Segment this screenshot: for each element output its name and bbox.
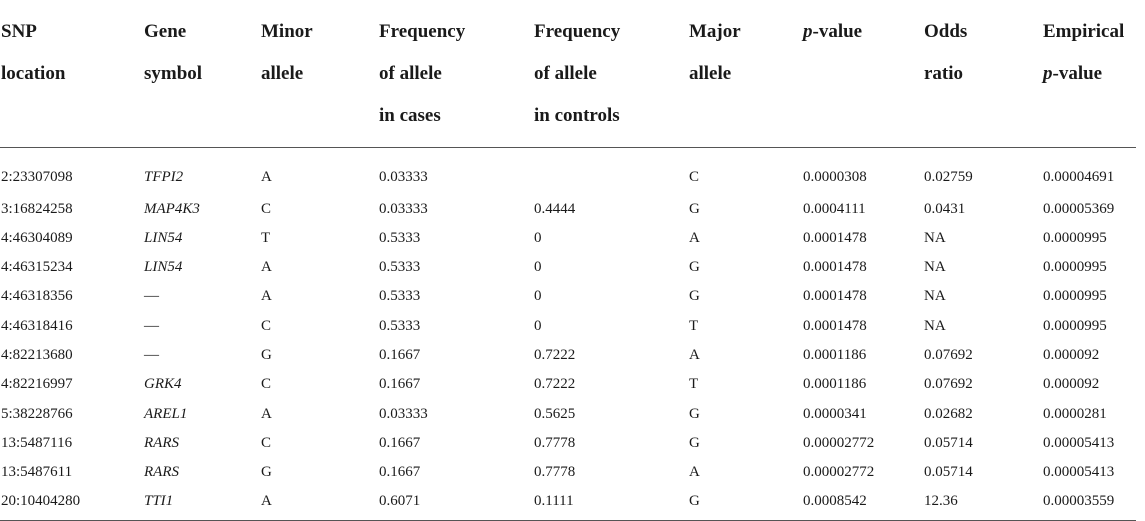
table-row — [0, 254, 1136, 283]
cell-p-value: 0.0001478 — [803, 317, 867, 334]
cell-p-value: 0.0001478 — [803, 259, 867, 276]
cell-major-allele: G — [689, 200, 700, 217]
cell-empirical-p-value: 0.00005413 — [1043, 434, 1115, 451]
cell-snp-location: 20:10404280 — [0, 488, 143, 520]
cell-odds-ratio: NA — [924, 229, 946, 246]
cell-empirical-p-value: 0.00004691 — [1043, 169, 1115, 185]
table-row — [0, 430, 1136, 459]
cell-gene-symbol: — — [144, 346, 159, 363]
header-odds-ratio: Odds ratio — [923, 0, 1042, 148]
cell-minor-allele: A — [261, 259, 272, 276]
cell-frequency-controls: 0 — [534, 288, 542, 305]
cell-empirical-p-value: 0.00003559 — [1042, 488, 1136, 520]
cell-snp-location: 4:46304089 — [1, 229, 73, 246]
cell-empirical-p-value: 0.000092 — [1043, 346, 1100, 363]
cell-major-allele: T — [689, 317, 699, 334]
cell-gene-symbol: RARS — [144, 464, 179, 481]
cell-snp-location: 4:82216997 — [1, 376, 73, 393]
header-snp-location: SNP location — [0, 0, 143, 148]
table-row — [0, 488, 1136, 520]
cell-minor-allele: T — [261, 229, 271, 246]
cell-empirical-p-value: 0.00005413 — [1043, 464, 1115, 481]
cell-frequency-controls: 0 — [534, 259, 542, 276]
cell-frequency-controls: 0 — [534, 229, 542, 246]
cell-gene-symbol: AREL1 — [144, 405, 188, 422]
cell-snp-location: 4:46315234 — [1, 259, 73, 276]
cell-gene-symbol: TTI1 — [143, 488, 260, 520]
cell-p-value: 0.0001186 — [803, 376, 867, 393]
cell-snp-location: 13:5487611 — [1, 464, 73, 481]
cell-empirical-p-value: 0.0000995 — [1043, 259, 1107, 276]
cell-minor-allele: G — [261, 464, 272, 481]
cell-p-value: 0.0004111 — [803, 200, 866, 217]
cell-frequency-cases: 0.6071 — [378, 488, 533, 520]
cell-p-value: 0.0000341 — [803, 405, 867, 422]
cell-gene-symbol: LIN54 — [144, 259, 183, 276]
table-row — [0, 225, 1136, 254]
cell-odds-ratio: 0.07692 — [924, 376, 973, 393]
cell-gene-symbol: TFPI2 — [144, 169, 184, 185]
cell-snp-location: 3:16824258 — [1, 200, 73, 217]
cell-frequency-cases: 0.5333 — [379, 317, 421, 334]
table-row — [0, 283, 1136, 312]
cell-frequency-controls: 0.7778 — [534, 434, 576, 451]
table-row — [0, 148, 1136, 196]
cell-minor-allele: C — [261, 200, 272, 217]
cell-p-value: 0.0001478 — [803, 288, 867, 305]
table-row — [0, 342, 1136, 371]
cell-empirical-p-value: 0.0000995 — [1043, 317, 1107, 334]
cell-odds-ratio: 0.05714 — [924, 464, 973, 481]
cell-frequency-controls: 0.7222 — [534, 376, 576, 393]
cell-empirical-p-value: 0.0000995 — [1043, 288, 1107, 305]
cell-frequency-controls — [533, 148, 688, 196]
cell-frequency-cases: 0.03333 — [379, 169, 428, 185]
cell-odds-ratio: NA — [924, 259, 946, 276]
cell-empirical-p-value: 0.00005369 — [1043, 200, 1115, 217]
cell-frequency-cases: 0.5333 — [379, 259, 421, 276]
cell-p-value: 0.0000308 — [803, 169, 867, 185]
cell-frequency-controls: 0.7778 — [534, 464, 576, 481]
cell-gene-symbol: MAP4K3 — [144, 200, 200, 217]
cell-major-allele: G — [689, 434, 700, 451]
header-minor-allele: Minor allele — [260, 0, 378, 148]
cell-minor-allele: A — [261, 288, 272, 305]
cell-minor-allele: A — [261, 169, 272, 185]
cell-major-allele: G — [689, 405, 700, 422]
cell-major-allele: A — [689, 346, 700, 363]
cell-snp-location: 4:82213680 — [1, 346, 73, 363]
cell-odds-ratio: 12.36 — [923, 488, 1042, 520]
cell-major-allele: A — [689, 229, 700, 246]
cell-snp-location: 5:38228766 — [1, 405, 73, 422]
cell-p-value: 0.00002772 — [803, 434, 875, 451]
cell-odds-ratio: NA — [924, 317, 946, 334]
cell-frequency-cases: 0.5333 — [379, 229, 421, 246]
cell-odds-ratio: 0.05714 — [924, 434, 973, 451]
cell-snp-location: 13:5487116 — [1, 434, 73, 451]
cell-gene-symbol: — — [144, 288, 159, 305]
header-row — [0, 0, 1136, 148]
header-gene-symbol: Gene symbol — [143, 0, 260, 148]
header-empirical-p-value: Empirical p-value — [1042, 0, 1136, 148]
cell-frequency-controls: 0.4444 — [534, 200, 576, 217]
cell-major-allele: G — [689, 259, 700, 276]
cell-odds-ratio: 0.02682 — [924, 405, 973, 422]
cell-minor-allele: G — [261, 346, 272, 363]
cell-frequency-cases: 0.1667 — [379, 464, 421, 481]
cell-frequency-controls: 0 — [534, 317, 542, 334]
cell-frequency-controls: 0.5625 — [534, 405, 576, 422]
cell-minor-allele: C — [261, 376, 272, 393]
table-row — [0, 371, 1136, 400]
cell-minor-allele: C — [261, 317, 272, 334]
cell-frequency-cases: 0.5333 — [379, 288, 421, 305]
cell-snp-location: 4:46318356 — [1, 288, 73, 305]
cell-major-allele: G — [688, 488, 802, 520]
header-major-allele: Major allele — [688, 0, 802, 148]
header-p-value: p-value — [802, 0, 923, 148]
table-body — [0, 148, 1136, 521]
header-frequency-cases: Frequency of allele in cases — [378, 0, 533, 148]
cell-empirical-p-value: 0.000092 — [1043, 376, 1100, 393]
cell-snp-location: 4:46318416 — [1, 317, 73, 334]
cell-gene-symbol: — — [144, 317, 159, 334]
cell-frequency-cases: 0.1667 — [379, 434, 421, 451]
cell-major-allele: A — [689, 464, 700, 481]
table-row — [0, 313, 1136, 342]
cell-p-value: 0.00002772 — [803, 464, 875, 481]
cell-gene-symbol: LIN54 — [144, 229, 183, 246]
cell-p-value: 0.0001186 — [803, 346, 867, 363]
cell-major-allele: C — [689, 169, 700, 185]
cell-major-allele: G — [689, 288, 700, 305]
cell-frequency-cases: 0.1667 — [379, 346, 421, 363]
cell-empirical-p-value: 0.0000995 — [1043, 229, 1107, 246]
cell-odds-ratio: NA — [924, 288, 946, 305]
cell-major-allele: T — [689, 376, 699, 393]
cell-frequency-controls: 0.1111 — [533, 488, 688, 520]
table-row — [0, 459, 1136, 488]
cell-empirical-p-value: 0.0000281 — [1043, 405, 1107, 422]
cell-frequency-cases: 0.1667 — [379, 376, 421, 393]
cell-p-value: 0.0001478 — [803, 229, 867, 246]
cell-gene-symbol: RARS — [144, 434, 179, 451]
cell-frequency-cases: 0.03333 — [379, 405, 428, 422]
table-row — [0, 401, 1136, 430]
cell-minor-allele: A — [261, 405, 272, 422]
table-row — [0, 196, 1136, 225]
cell-minor-allele: C — [261, 434, 272, 451]
cell-odds-ratio: 0.07692 — [924, 346, 973, 363]
header-frequency-controls: Frequency of allele in controls — [533, 0, 688, 148]
cell-p-value: 0.0008542 — [802, 488, 923, 520]
cell-odds-ratio: 0.02759 — [924, 169, 973, 185]
cell-minor-allele: A — [260, 488, 378, 520]
cell-frequency-controls: 0.7222 — [534, 346, 576, 363]
cell-odds-ratio: 0.0431 — [924, 200, 966, 217]
cell-snp-location: 2:23307098 — [1, 169, 73, 185]
cell-gene-symbol: GRK4 — [144, 376, 182, 393]
cell-frequency-cases: 0.03333 — [379, 200, 428, 217]
